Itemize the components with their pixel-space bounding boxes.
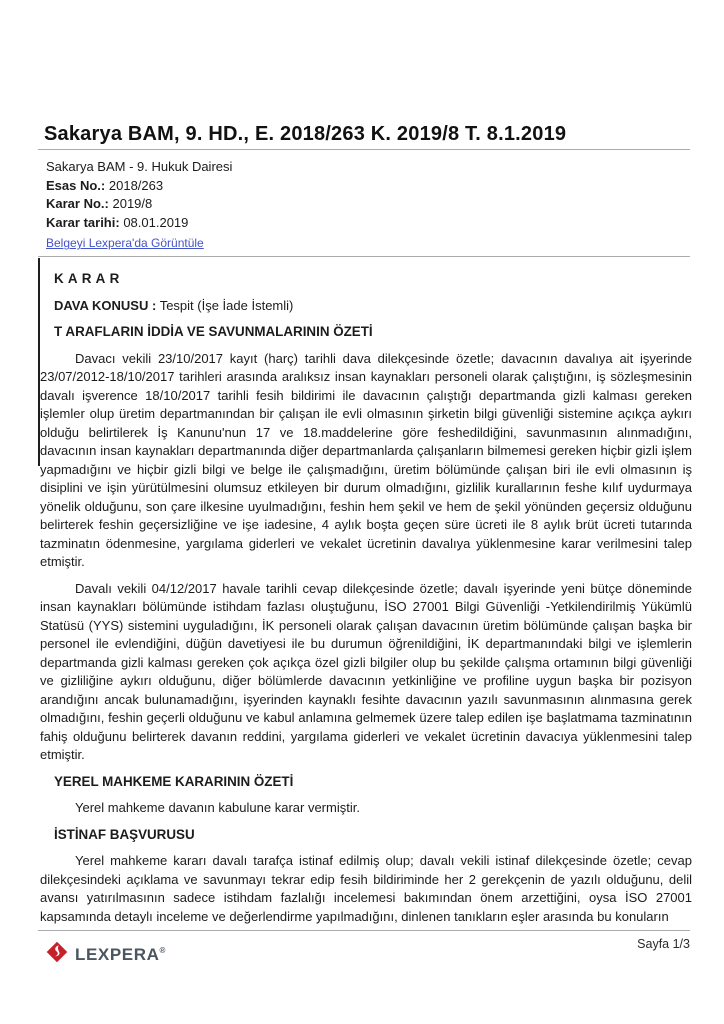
yerel-mahkeme-heading: YEREL MAHKEME KARARININ ÖZETİ: [54, 773, 294, 789]
divider-footer: [38, 930, 690, 931]
dava-konusu-row: [54, 297, 692, 316]
court-name: Sakarya BAM - 9. Hukuk Dairesi: [46, 159, 233, 174]
karar-tarihi-row: [46, 214, 232, 233]
istinaf-heading: İSTİNAF BAŞVURUSU: [54, 826, 195, 842]
divider-middle: [38, 256, 690, 257]
case-metadata: [46, 158, 232, 253]
esas-no-value: 2018/263: [108, 177, 164, 193]
karar-tarihi-label: Karar tarihi:: [46, 214, 120, 230]
esas-no-row: [46, 177, 232, 196]
lexpera-brand-text: LEXPERA®: [75, 945, 166, 964]
lexpera-logo: [46, 941, 165, 968]
view-on-lexpera-link[interactable]: Belgeyi Lexpera'da Görüntüle: [46, 236, 204, 251]
esas-no-label: Esas No.:: [46, 177, 106, 193]
divider-top: [38, 149, 690, 150]
karar-no-row: [46, 195, 232, 214]
istinaf-paragraph: Yerel mahkeme kararı davalı tarafça istinaf edilmiş olup; davalı vekili istinaf dilekçesinde özetle; cevap dilekçesindeki açıklama ve savunmayı tekrar edip fesih bildiriminde her 2 gerekçenin de yazılı olduğunu, delil avansı yatırılmasının sadece istihdam fazlalığı incelemesi bakımından önem arzettiğini, oysa İSO 27001 kapsamında detaylı inceleme ve değerlendirme yapılmadığını, dinlenen tanıkların eşler arasında bu konuların: [40, 853, 692, 924]
registered-trademark: ®: [159, 946, 166, 955]
karar-heading: K A R A R: [54, 271, 120, 286]
page-footer: [38, 934, 690, 968]
karar-tarihi-value: 08.01.2019: [123, 214, 189, 230]
lexpera-diamond-icon: [46, 941, 68, 968]
dava-konusu-label: DAVA KONUSU :: [54, 297, 157, 313]
karar-no-label: Karar No.:: [46, 196, 109, 212]
page-number: Sayfa 1/3: [637, 937, 690, 951]
taraflar-heading: T ARAFLARIN İDDİA VE SAVUNMALARININ ÖZETİ: [54, 324, 373, 339]
yerel-mahkeme-paragraph: Yerel mahkeme davanın kabulune karar vermiştir.: [75, 800, 360, 815]
plaintiff-claim-paragraph: Davacı vekili 23/10/2017 kayıt (harç) tarihli dava dilekçesinde özetle; davacının davalıya ait işyerinde 23/07/2012-18/10/2017 tarihleri arasında aralıksız insan kaynakları personeli olarak çalıştığını, iş sözleşmesinin davalı işverence 18/10/2017 tarihli fesih bildirimi ile davacının çalıştığı departmanda gizli kalması gereken işlemler olup üretim departmanından bir çalışan ile evli olmasının şirketin bilgi güvenliği sistemine açıkça aykırı olduğu belirtilerek İş Kanunu'nun 17 ve 18.maddelerine göre feshedildiğini, savunmasının alınmadığını, davacının insan kaynakları departmanında diğer departmanlarda çalışanların bilmemesi gereken hiçbir gizli işlem yapmadığını ve hiçbir gizli bilgi ve belge ile çalışmadığını, üretim bölümünde çalışan biri ile evli olmasının iş disiplini ve işin yürütülmesini olumsuz etkileyen bir durum olmadığını, gizlilik kurallarının feshe kılıf uydurmaya yönelik olduğunu, son çare ilkesine uyulmadığını, feshin hem şekil ve hem de şekil yönünden geçersiz olduğunu belirterek feshin geçersizliğine ve işe iadesine, 4 aylık boşta geçen süre ücreti ile 8 aylık brüt ücreti tutarında tazminatın ödenmesine, yargılama giderleri ve vekalet ücretinin davalıya yüklenmesine karar verilmesini talep etmiştir.: [40, 350, 692, 569]
decision-body: [40, 262, 692, 926]
defendant-response-paragraph: Davalı vekili 04/12/2017 havale tarihli cevap dilekçesinde özetle; davalı işyerinde yeni bütçe döneminde insan kaynakları bölümünde istihdam fazlası oluştuğunu, İSO 27001 Bilgi Güvenliği -Yetkilendirilmiş Yükümlü Statüsü (YYS) sistemini uyguladığını, İK personeli olarak çalışan davacının üretim bölümünde çalışan başka bir personel ile evlendiğini, düğün davetiyesi ile bu durumun öğrenildiğini, İK departmanındaki bilgi ve işlemlerin departmanda gizli kalması gereken çok açıkça özel gizli bilgiler olup bu şekilde çalışma ortamının bilgi güvenliği ve gizliliğine aykırı olduğunu, diğer bölümlerde davacının yetkinliğine ve profiline uygun başka bir pozisyon arandığını ancak bulunamadığını, işyerinden kaynaklı fesihte davacının yazılı savunmasının alınmasına gerek olmadığını, feshin geçerli olduğunu ve kabul anlamına gelmemek üzere talep edilen işe başlatmama tazminatının fahiş olduğunu belirterek davanın reddini, yargılama giderleri ve vekalet ücretinin davacıya yüklenmesini talep etmiştir.: [40, 580, 692, 762]
karar-no-value: 2019/8: [112, 196, 153, 212]
page-title: Sakarya BAM, 9. HD., E. 2018/263 K. 2019/8 T. 8.1.2019: [44, 123, 567, 146]
dava-konusu-value: Tespit (İşe İade İstemli): [159, 297, 294, 313]
